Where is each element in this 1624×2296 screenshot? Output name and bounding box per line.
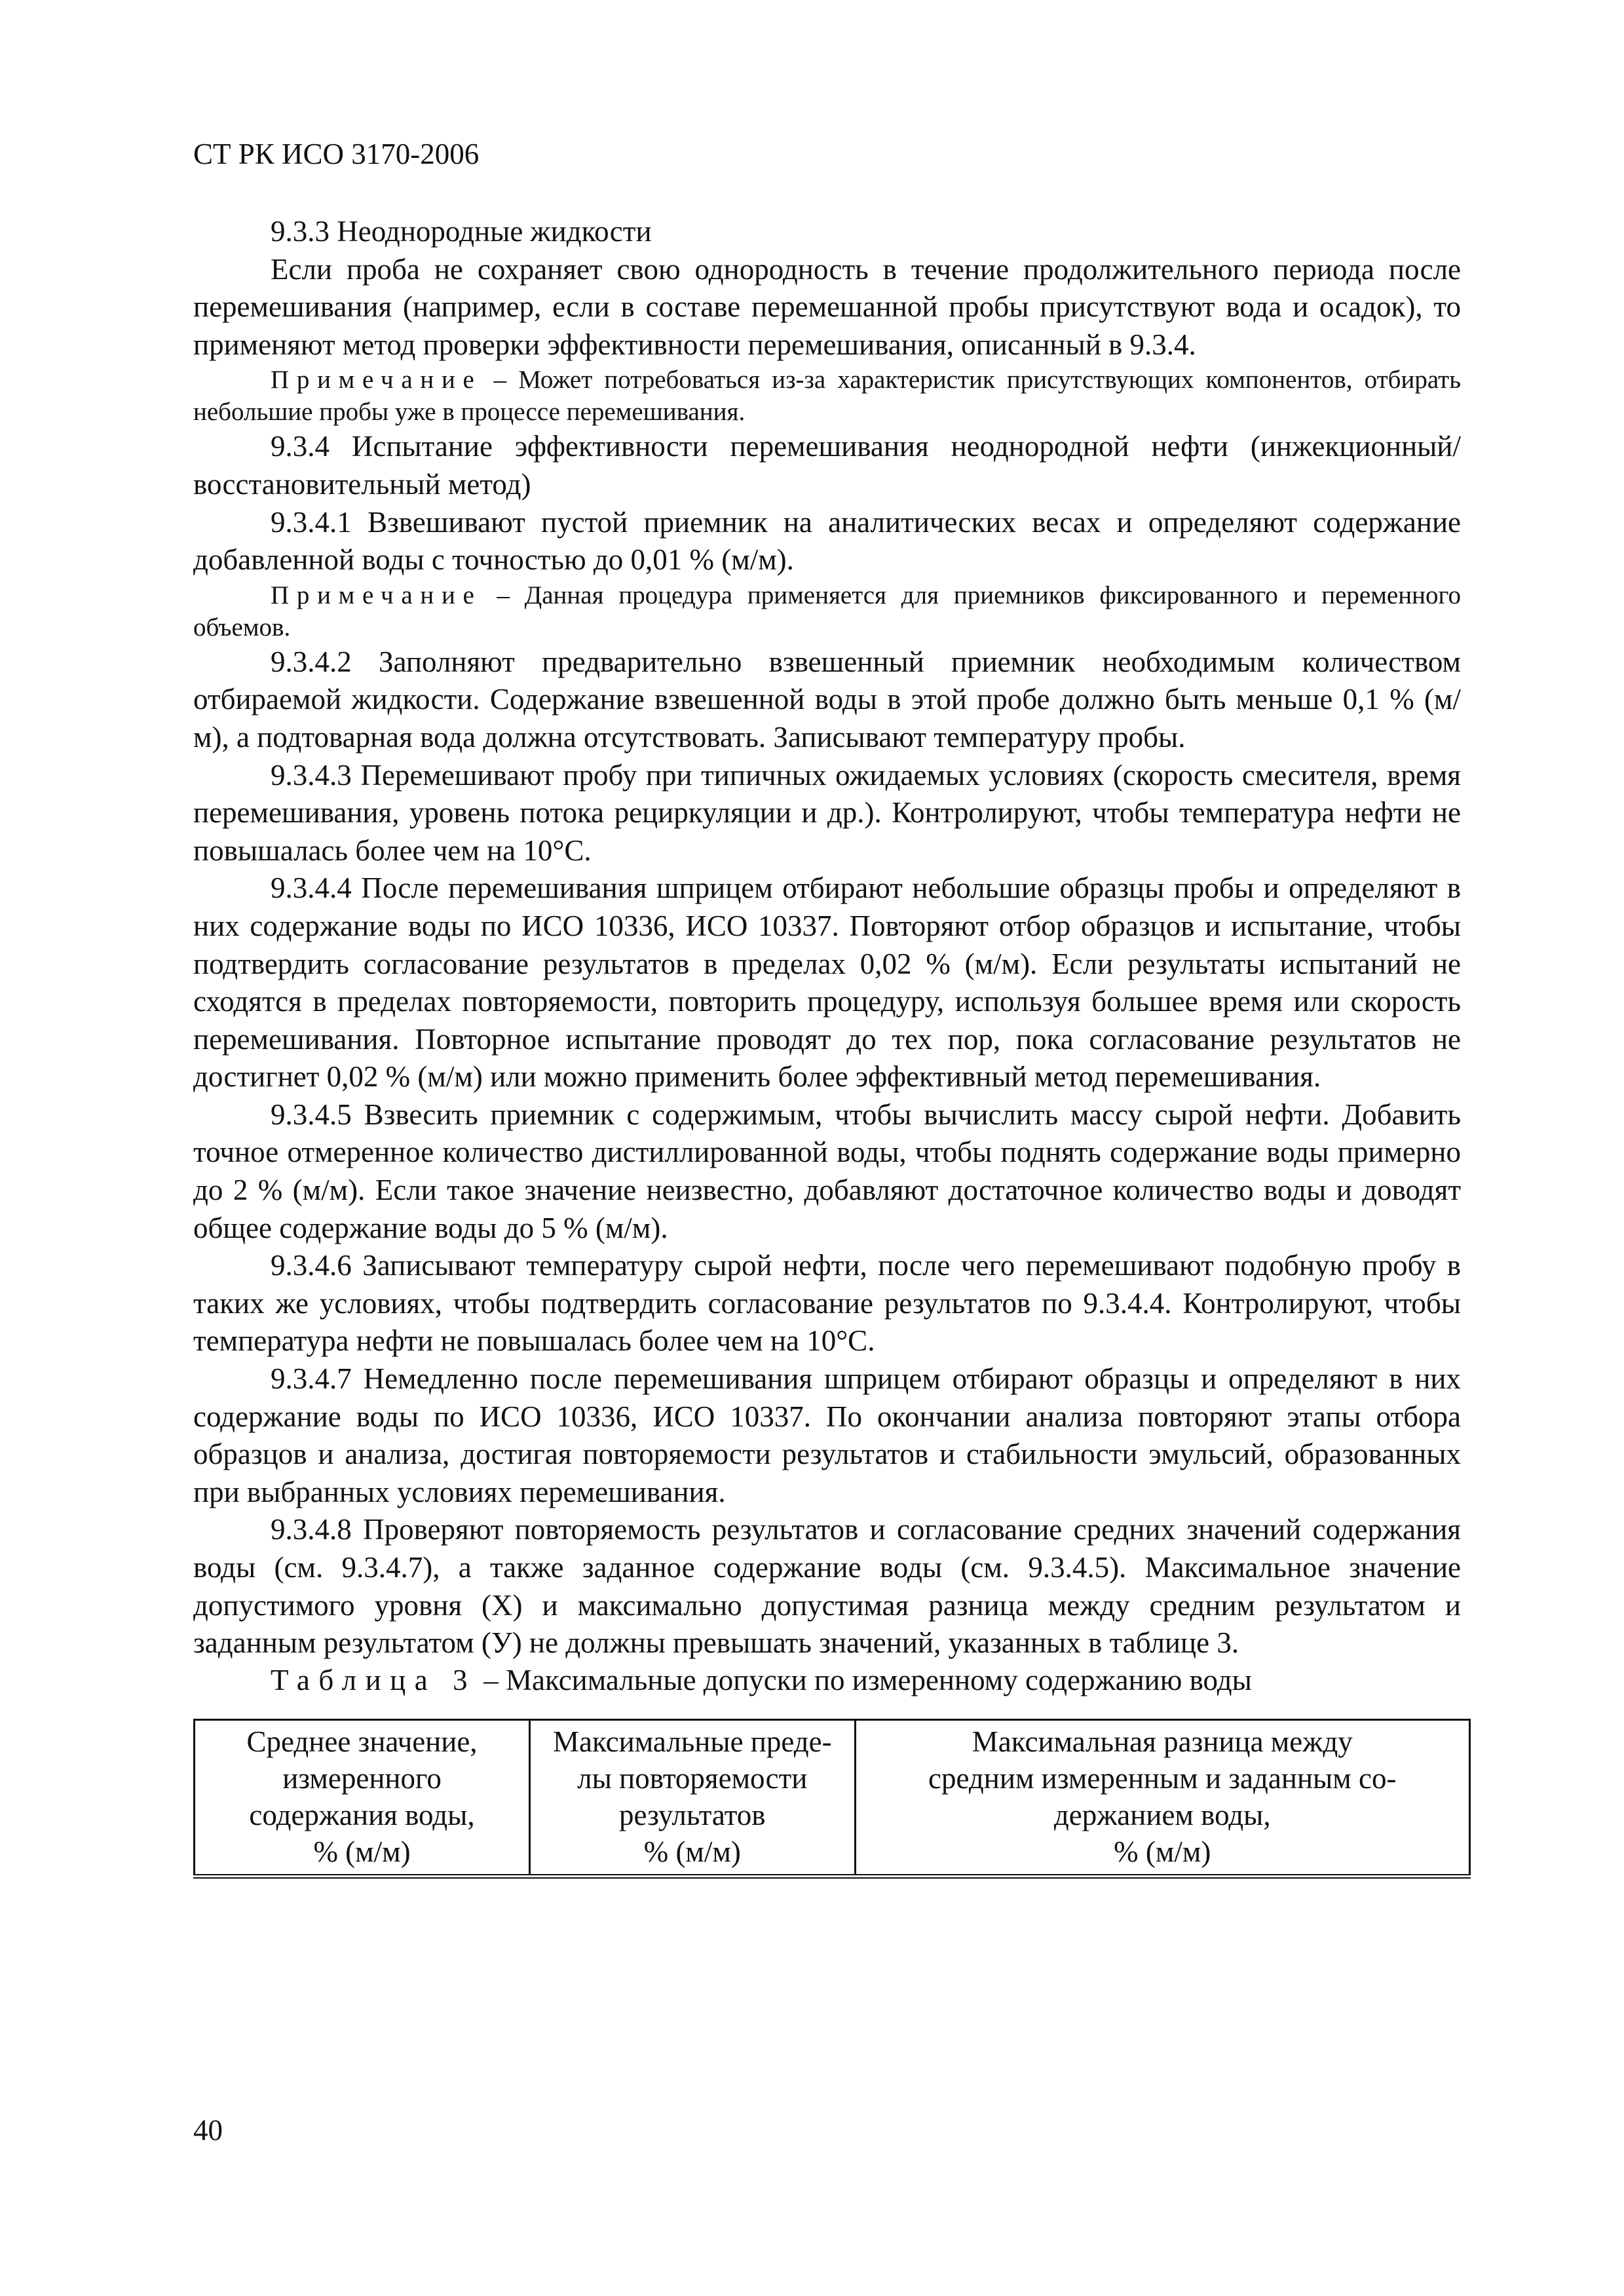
- body-paragraph: 9.3.4.3 Перемешивают пробу при типичных ожидаемых условиях (скорость смесителя, время перемешивания, уровень потока рециркуляции и др.). Контролируют, чтобы температура нефти не повышалась более чем на 10°С.: [193, 758, 1461, 867]
- document-header: СТ РК ИСО 3170-2006: [193, 138, 480, 170]
- note-paragraph: [193, 364, 1461, 428]
- document-body: [193, 213, 1461, 1879]
- tolerance-table: [193, 1719, 1471, 1879]
- table-header-row: [195, 1719, 1470, 1876]
- header-line: Максимальная разница между: [972, 1725, 1353, 1758]
- body-paragraph: 9.3.4.8 Проверяют повторяемость результатов и согласование средних значений содержания воды (см. 9.3.4.7), а также заданное содержание воды (см. 9.3.4.5). Максимальное значение допустимого уровня (X) и максимально допустимая разница между средним результатом и заданным результатом (У) не должны превышать значений, указанных в таблице 3.: [193, 1513, 1461, 1660]
- header-line: Максимальные преде-: [552, 1725, 832, 1758]
- table-caption-text: – Максимальные допуски по измеренному содержанию воды: [476, 1663, 1252, 1696]
- header-line: % (м/м): [1114, 1835, 1211, 1868]
- body-paragraph: Если проба не сохраняет свою однородность в течение продолжительного периода после перемешивания (например, если в составе перемешанной пробы присутствуют вода и осадок), то применяют метод проверки эффективности перемешивания, описанный в 9.3.4.: [193, 252, 1461, 361]
- note-label: Примечание: [271, 366, 482, 394]
- header-line: лы повторяемости: [577, 1761, 808, 1795]
- header-line: % (м/м): [643, 1835, 741, 1868]
- header-line: Среднее значение,: [246, 1725, 478, 1758]
- body-paragraph: 9.3.4.1 Взвешивают пустой приемник на аналитических весах и определяют содержание добавленной воды с точностью до 0,01 % (м/м).: [193, 505, 1461, 577]
- header-line: измеренного: [282, 1761, 442, 1795]
- body-paragraph: 9.3.4 Испытание эффективности перемешивания неоднородной нефти (инжекционный/восстановительный метод): [193, 430, 1461, 501]
- body-paragraph: 9.3.4.7 Немедленно после перемешивания шприцем отбирают образцы и определяют в них содержание воды по ИСО 10336, ИСО 10337. По окончании анализа повторяют этапы отбора образцов и анализа, достигая повторяемости результатов и стабильности эмульсий, образованных при выбранных условиях перемешивания.: [193, 1362, 1461, 1508]
- paragraph-list: [193, 213, 1461, 1662]
- note-paragraph: [193, 579, 1461, 643]
- header-line: держанием воды,: [1053, 1798, 1271, 1831]
- body-paragraph: 9.3.4.2 Заполняют предварительно взвешенный приемник необходимым количеством отбираемой жидкости. Содержание взвешенной воды в этой пробе должно быть меньше 0,1 % (м/м), а подтоварная вода должна отсутствовать. Записывают температуру пробы.: [193, 645, 1461, 754]
- body-paragraph: 9.3.4.5 Взвесить приемник с содержимым, чтобы вычислить массу сырой нефти. Добавить точное отмеренное количество дистиллированной воды, чтобы поднять содержание воды примерно до 2 % (м/м). Если такое значение неизвестно, добавляют достаточное количество воды и доводят общее содержание воды до 5 % (м/м).: [193, 1098, 1461, 1244]
- note-text: – Данная процедура применяется для приемников фиксированного и переменного объемов.: [193, 581, 1461, 641]
- column-header-max-difference: [855, 1719, 1469, 1876]
- header-line: средним измеренным и заданным со-: [928, 1761, 1397, 1795]
- table-caption: [193, 1662, 1461, 1698]
- column-header-mean-value: [195, 1719, 530, 1876]
- header-line: результатов: [619, 1798, 766, 1831]
- section-heading: 9.3.3 Неоднородные жидкости: [271, 215, 652, 248]
- header-line: % (м/м): [313, 1835, 411, 1868]
- body-paragraph: 9.3.4.4 После перемешивания шприцем отбирают небольшие образцы пробы и определяют в них содержание воды по ИСО 10336, ИСО 10337. Повторяют отбор образцов и испытание, чтобы подтвердить согласование результатов в пределах 0,02 % (м/м). Если результаты испытаний не сходятся в пределах повторяемости, повторить процедуру, используя большее время или скорость перемешивания. Повторное испытание проводят до тех пор, пока согласование результатов не достигнет 0,02 % (м/м) или можно применить более эффективный метод перемешивания.: [193, 871, 1461, 1094]
- body-paragraph: 9.3.4.6 Записывают температуру сырой нефти, после чего перемешивают подобную пробу в таких же условиях, чтобы подтвердить согласование результатов по 9.3.4.4. Контролируют, чтобы температура нефти не повышалась более чем на 10°С.: [193, 1249, 1461, 1358]
- header-line: содержания воды,: [249, 1798, 475, 1831]
- note-text: – Может потребоваться из-за характеристик присутствующих компонентов, отбирать небольшие пробы уже в процессе перемешивания.: [193, 366, 1461, 427]
- note-label: Примечание: [271, 581, 482, 609]
- page-number: 40: [193, 2114, 223, 2147]
- column-header-repeatability: [530, 1719, 855, 1876]
- table-caption-label: Таблица 3: [271, 1663, 476, 1696]
